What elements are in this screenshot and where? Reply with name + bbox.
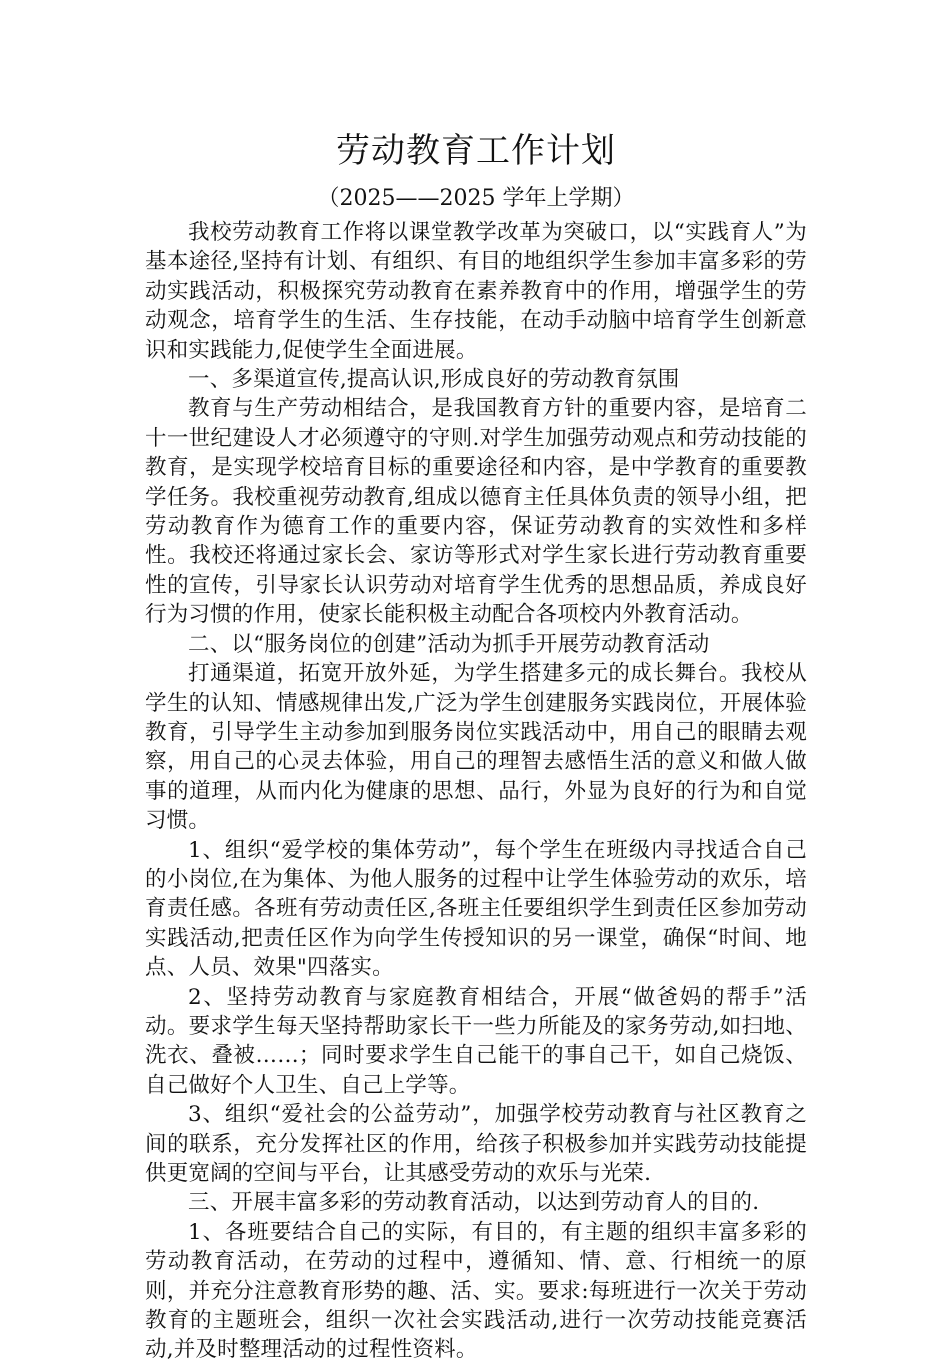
list-item-paragraph: 1、各班要结合自己的实际，有目的，有主题的组织丰富多彩的劳动教育活动，在劳动的过程中，遵循知、情、意、行相统一的原则，并充分注意教育形势的趣、活、实。要求:每班进行一次关于劳动教育的主题班会，组织一次社会实践活动,进行一次劳动技能竞赛活动,并及时整理活动的过程性资料。 bbox=[145, 1219, 807, 1363]
list-item-paragraph: 3、组织“爱社会的公益劳动”，加强学校劳动教育与社区教育之间的联系，充分发挥社区的作用，给孩子积极参加并实践劳动技能提供更宽阔的空间与平台，让其感受劳动的欢乐与光荣. bbox=[145, 1102, 807, 1186]
body-paragraph: 打通渠道，拓宽开放外延，为学生搭建多元的成长舞台。我校从学生的认知、情感规律出发,广泛为学生创建服务实践岗位，开展体验教育，引导学生主动参加到服务岗位实践活动中，用自己的眼睛去观察，用自己的心灵去体验，用自己的理智去感悟生活的意义和做人做事的道理，从而内化为健康的思想、品行，外显为良好的行为和自觉习惯。 bbox=[145, 661, 807, 834]
body-paragraph: 教育与生产劳动相结合，是我国教育方针的重要内容，是培育二十一世纪建设人才必须遵守的守则.对学生加强劳动观点和劳动技能的教育，是实现学校培育目标的重要途径和内容，是中学教育的重要教学任务。我校重视劳动教育,组成以德育主任具体负责的领导小组，把劳动教育作为德育工作的重要内容，保证劳动教育的实效性和多样性。我校还将通过家长会、家访等形式对学生家长进行劳动教育重要性的宣传，引导家长认识劳动对培育学生优秀的思想品质，养成良好行为习惯的作用，使家长能积极主动配合各项校内外教育活动。 bbox=[145, 396, 807, 628]
section-heading-2: 二、以“服务岗位的创建”活动为抓手开展劳动教育活动 bbox=[188, 631, 710, 657]
section-heading-1: 一、多渠道宣传,提高认识,形成良好的劳动教育氛围 bbox=[188, 367, 680, 393]
list-item-paragraph: 2、坚持劳动教育与家庭教育相结合，开展“做爸妈的帮手”活动。要求学生每天坚持帮助家长干一些力所能及的家务劳动,如扫地、洗衣、叠被……；同时要求学生自己能干的事自己干，如自己烧饭、自己做好个人卫生、自己上学等。 bbox=[145, 984, 807, 1098]
document-title: 劳动教育工作计划 bbox=[336, 131, 616, 171]
list-item-paragraph: 1、组织“爱学校的集体劳动”，每个学生在班级内寻找适合自己的小岗位,在为集体、为他人服务的过程中让学生体验劳动的欢乐，培育责任感。各班有劳动责任区,各班主任要组织学生到责任区参加劳动实践活动,把责任区作为向学生传授知识的另一课堂，确保“时间、地点、人员、效果"四落实。 bbox=[145, 837, 807, 981]
section-heading-3: 三、开展丰富多彩的劳动教育活动，以达到劳动育人的目的. bbox=[188, 1190, 760, 1216]
document-subtitle: （2025——2025 学年上学期） bbox=[317, 186, 635, 211]
document-page bbox=[145, 118, 807, 1365]
intro-paragraph: 我校劳动教育工作将以课堂教学改革为突破口，以“实践育人”为基本途径,坚持有计划、有组织、有目的地组织学生参加丰富多彩的劳动实践活动，积极探究劳动教育在素养教育中的作用，增强学生的劳动观念，培育学生的生活、生存技能，在动手动脑中培育学生创新意识和实践能力,促使学生全面进展。 bbox=[145, 220, 807, 363]
